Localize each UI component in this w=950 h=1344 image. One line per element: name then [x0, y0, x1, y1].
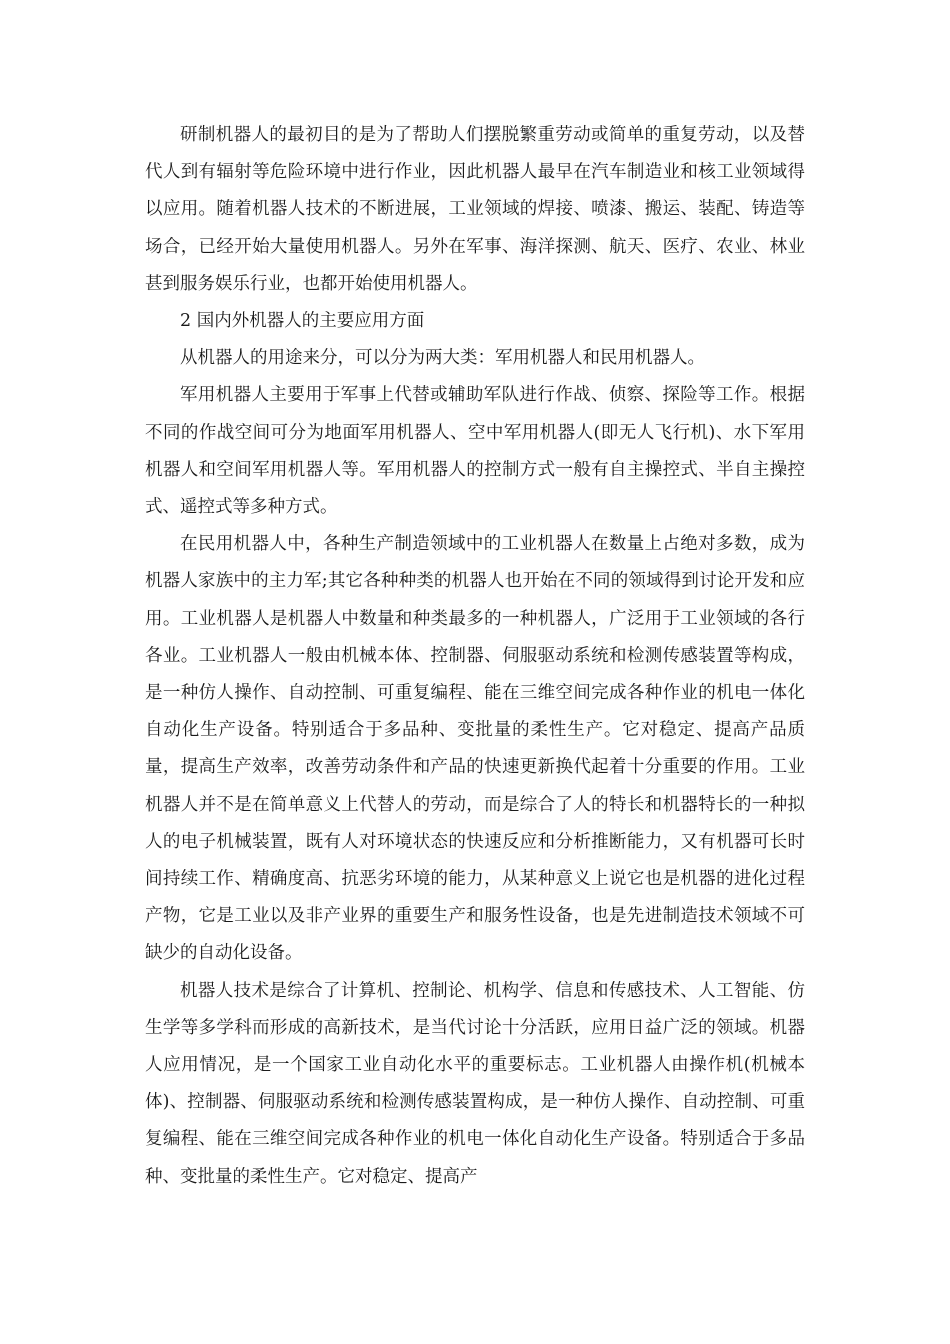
paragraph-military-robots: 军用机器人主要用于军事上代替或辅助军队进行作战、侦察、探险等工作。根据不同的作战空间可分为地面军用机器人、空中军用机器人(即无人飞行机)、水下军用机器人和空间军用机器人等。军用机器人的控制方式一般有自主操控式、半自主操控式、遥控式等多种方式。: [145, 385, 805, 518]
paragraph-robot-technology: 机器人技术是综合了计算机、控制论、机构学、信息和传感技术、人工智能、仿生学等多学科而形成的高新技术，是当代讨论十分活跃，应用日益广泛的领域。机器人应用情况，是一个国家工业自动化水平的重要标志。工业机器人由操作机(机械本体)、控制器、伺服驱动系统和检测传感装置构成，是一种仿人操作、自动控制、可重复编程、能在三维空间完成各种作业的机电一体化自动化生产设备。特别适合于多品种、变批量的柔性生产。它对稳定、提高产: [145, 980, 805, 1187]
section-heading: 2 国内外机器人的主要应用方面: [180, 311, 425, 332]
paragraph-classification: 从机器人的用途来分，可以分为两大类：军用机器人和民用机器人。: [180, 348, 705, 369]
paragraph-civil-robots: 在民用机器人中，各种生产制造领域中的工业机器人在数量上占绝对多数，成为机器人家族中的主力军;其它各种种类的机器人也开始在不同的领域得到讨论开发和应用。工业机器人是机器人中数量和种类最多的一种机器人，广泛用于工业领域的各行各业。工业机器人一般由机械本体、控制器、伺服驱动系统和检测传感装置等构成，是一种仿人操作、自动控制、可重复编程、能在三维空间完成各种作业的机电一体化自动化生产设备。特别适合于多品种、变批量的柔性生产。它对稳定、提高产品质量，提高生产效率，改善劳动条件和产品的快速更新换代起着十分重要的作用。工业机器人并不是在简单意义上代替人的劳动，而是综合了人的特长和机器特长的一种拟人的电子机械装置，既有人对环境状态的快速反应和分析推断能力，又有机器可长时间持续工作、精确度高、抗恶劣环境的能力，从某种意义上说它也是机器的进化过程产物，它是工业以及非产业界的重要生产和服务性设备，也是先进制造技术领域不可缺少的自动化设备。: [145, 534, 805, 964]
paragraph-purpose: 研制机器人的最初目的是为了帮助人们摆脱繁重劳动或简单的重复劳动，以及替代人到有辐射等危险环境中进行作业，因此机器人最早在汽车制造业和核工业领域得以应用。随着机器人技术的不断进展，工业领域的焊接、喷漆、搬运、装配、铸造等场合，已经开始大量使用机器人。另外在军事、海洋探测、航天、医疗、农业、林业甚到服务娱乐行业，也都开始使用机器人。: [145, 125, 805, 294]
document-body: [145, 117, 805, 1196]
